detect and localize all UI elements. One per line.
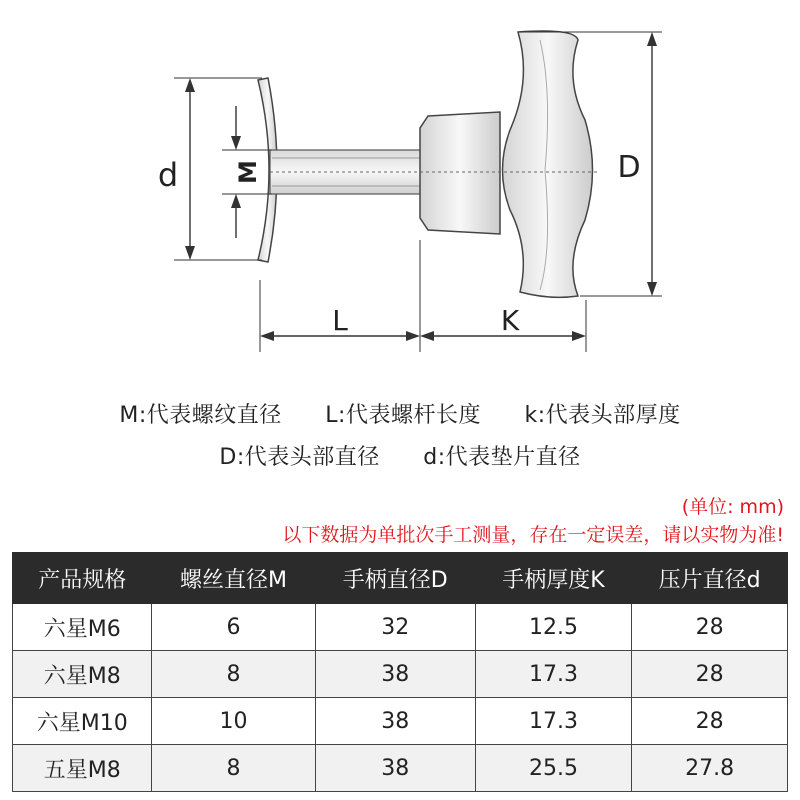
measurement-disclaimer: 以下数据为单批次手工测量，存在一定误差，请以实物为准!: [282, 524, 784, 546]
knob-dimension-diagram: [0, 0, 800, 380]
header-plate-diameter: 压片直径d: [632, 553, 788, 604]
threaded-shaft: [270, 150, 422, 194]
cell-handle-diameter: 38: [315, 745, 475, 792]
cell-screw-diameter: 8: [152, 651, 315, 698]
label-M: M: [234, 160, 262, 184]
label-d: d: [157, 156, 179, 194]
cell-handle-diameter: 38: [315, 698, 475, 745]
legend-line-2: [0, 440, 800, 471]
header-handle-diameter: 手柄直径D: [315, 553, 475, 604]
legend-line-1: [0, 398, 800, 429]
cell-handle-thickness: 12.5: [475, 604, 631, 651]
knob-hub: [420, 112, 500, 234]
cell-spec: 五星M8: [13, 745, 152, 792]
table-row: [13, 698, 788, 745]
cell-screw-diameter: 6: [152, 604, 315, 651]
legend-d: d:代表垫片直径: [423, 445, 581, 470]
cell-screw-diameter: 10: [152, 698, 315, 745]
cell-plate-diameter: 28: [632, 651, 788, 698]
cell-screw-diameter: 8: [152, 745, 315, 792]
cell-handle-diameter: 38: [315, 651, 475, 698]
table-row: [13, 604, 788, 651]
label-L: L: [332, 304, 348, 337]
header-handle-thickness: 手柄厚度K: [475, 553, 631, 604]
cell-spec: 六星M6: [13, 604, 152, 651]
unit-note: (单位: mm): [681, 496, 784, 518]
cell-handle-thickness: 25.5: [475, 745, 631, 792]
spec-table: [12, 552, 788, 792]
cell-plate-diameter: 28: [632, 698, 788, 745]
header-spec: 产品规格: [13, 553, 152, 604]
legend-M: M:代表螺纹直径: [119, 403, 282, 428]
cell-plate-diameter: 27.8: [632, 745, 788, 792]
spec-table-header: [13, 553, 788, 604]
cell-spec: 六星M10: [13, 698, 152, 745]
legend-k: k:代表头部厚度: [524, 403, 681, 428]
table-row: [13, 651, 788, 698]
table-row: [13, 745, 788, 792]
cell-handle-diameter: 32: [315, 604, 475, 651]
label-D: D: [617, 150, 641, 185]
cell-handle-thickness: 17.3: [475, 651, 631, 698]
header-screw-diameter: 螺丝直径M: [152, 553, 315, 604]
legend-D: D:代表头部直径: [219, 445, 380, 470]
cell-handle-thickness: 17.3: [475, 698, 631, 745]
knob-head: [503, 31, 593, 297]
cell-plate-diameter: 28: [632, 604, 788, 651]
cell-spec: 六星M8: [13, 651, 152, 698]
legend-L: L:代表螺杆长度: [325, 403, 481, 428]
label-K: K: [500, 304, 520, 337]
